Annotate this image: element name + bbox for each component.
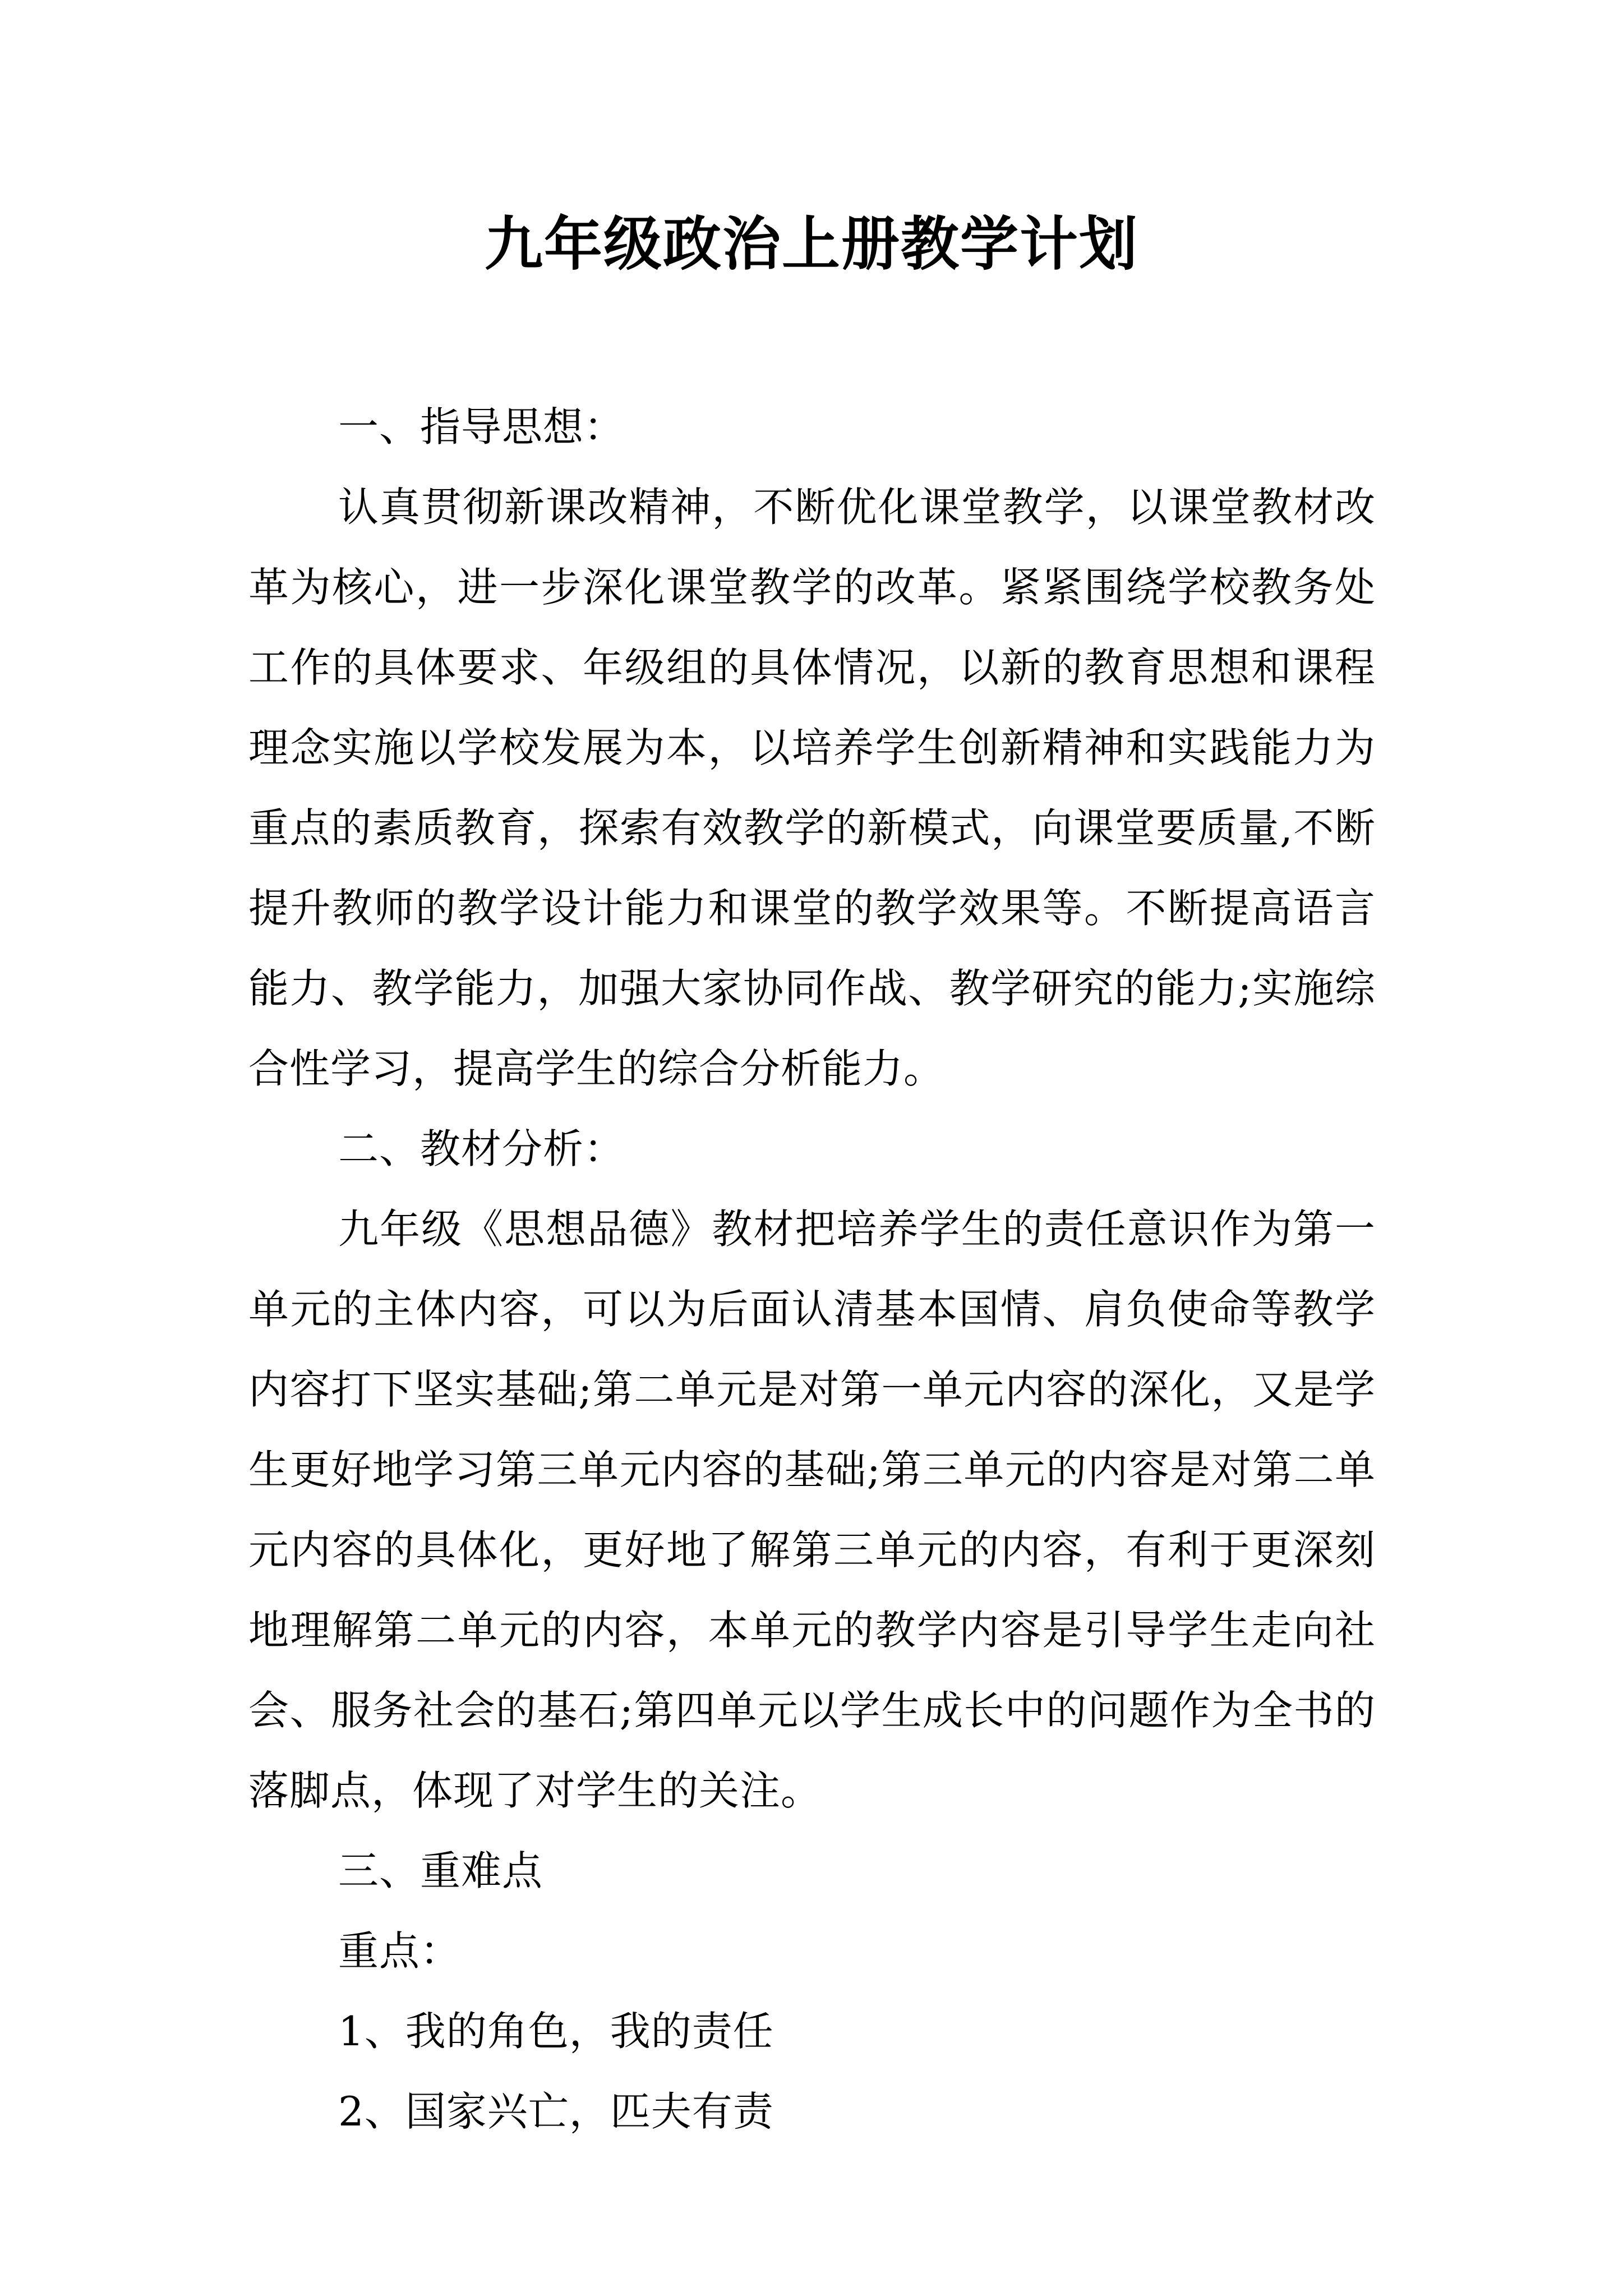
section-heading-textbook-analysis: 二、教材分析： [338, 1125, 625, 1172]
subheading-key-points: 重点： [338, 1927, 462, 1975]
section-heading-key-points: 三、重难点 [338, 1847, 543, 1894]
list-item: 2、国家兴亡，匹夫有责 [338, 2088, 774, 2135]
document-title: 九年级政治上册教学计划 [484, 209, 1138, 278]
paragraph-textbook-analysis: 九年级《思想品德》教材把培养学生的责任意识作为第一单元的主体内容，可以为后面认清基本国情、肩负使命等教学内容打下坚实基础;第二单元是对第一单元内容的深化，又是学生更好地学习第三单元内容的基础;第三单元的内容是对第二单元内容的具体化，更好地了解第三单元的内容，有利于更深刻地理解第二单元的内容，本单元的教学内容是引导学生走向社会、服务社会的基石;第四单元以学生成长中的问题作为全书的落脚点，体现了对学生的关注。 [248, 1205, 1376, 1814]
paragraph-guiding-thought: 认真贯彻新课改精神，不断优化课堂教学，以课堂教材改革为核心，进一步深化课堂教学的改革。紧紧围绕学校教务处工作的具体要求、年级组的具体情况，以新的教育思想和课程理念实施以学校发展为本，以培养学生创新精神和实践能力为重点的素质教育，探索有效教学的新模式，向课堂要质量,不断提升教师的教学设计能力和课堂的教学效果等。不断提高语言能力、教学能力，加强大家协同作战、教学研究的能力;实施综合性学习，提高学生的综合分析能力。 [248, 484, 1376, 1092]
list-item: 1、我的角色，我的责任 [338, 2008, 774, 2055]
section-heading-guiding-thought: 一、指导思想： [338, 403, 625, 450]
document-body [248, 387, 1376, 2152]
